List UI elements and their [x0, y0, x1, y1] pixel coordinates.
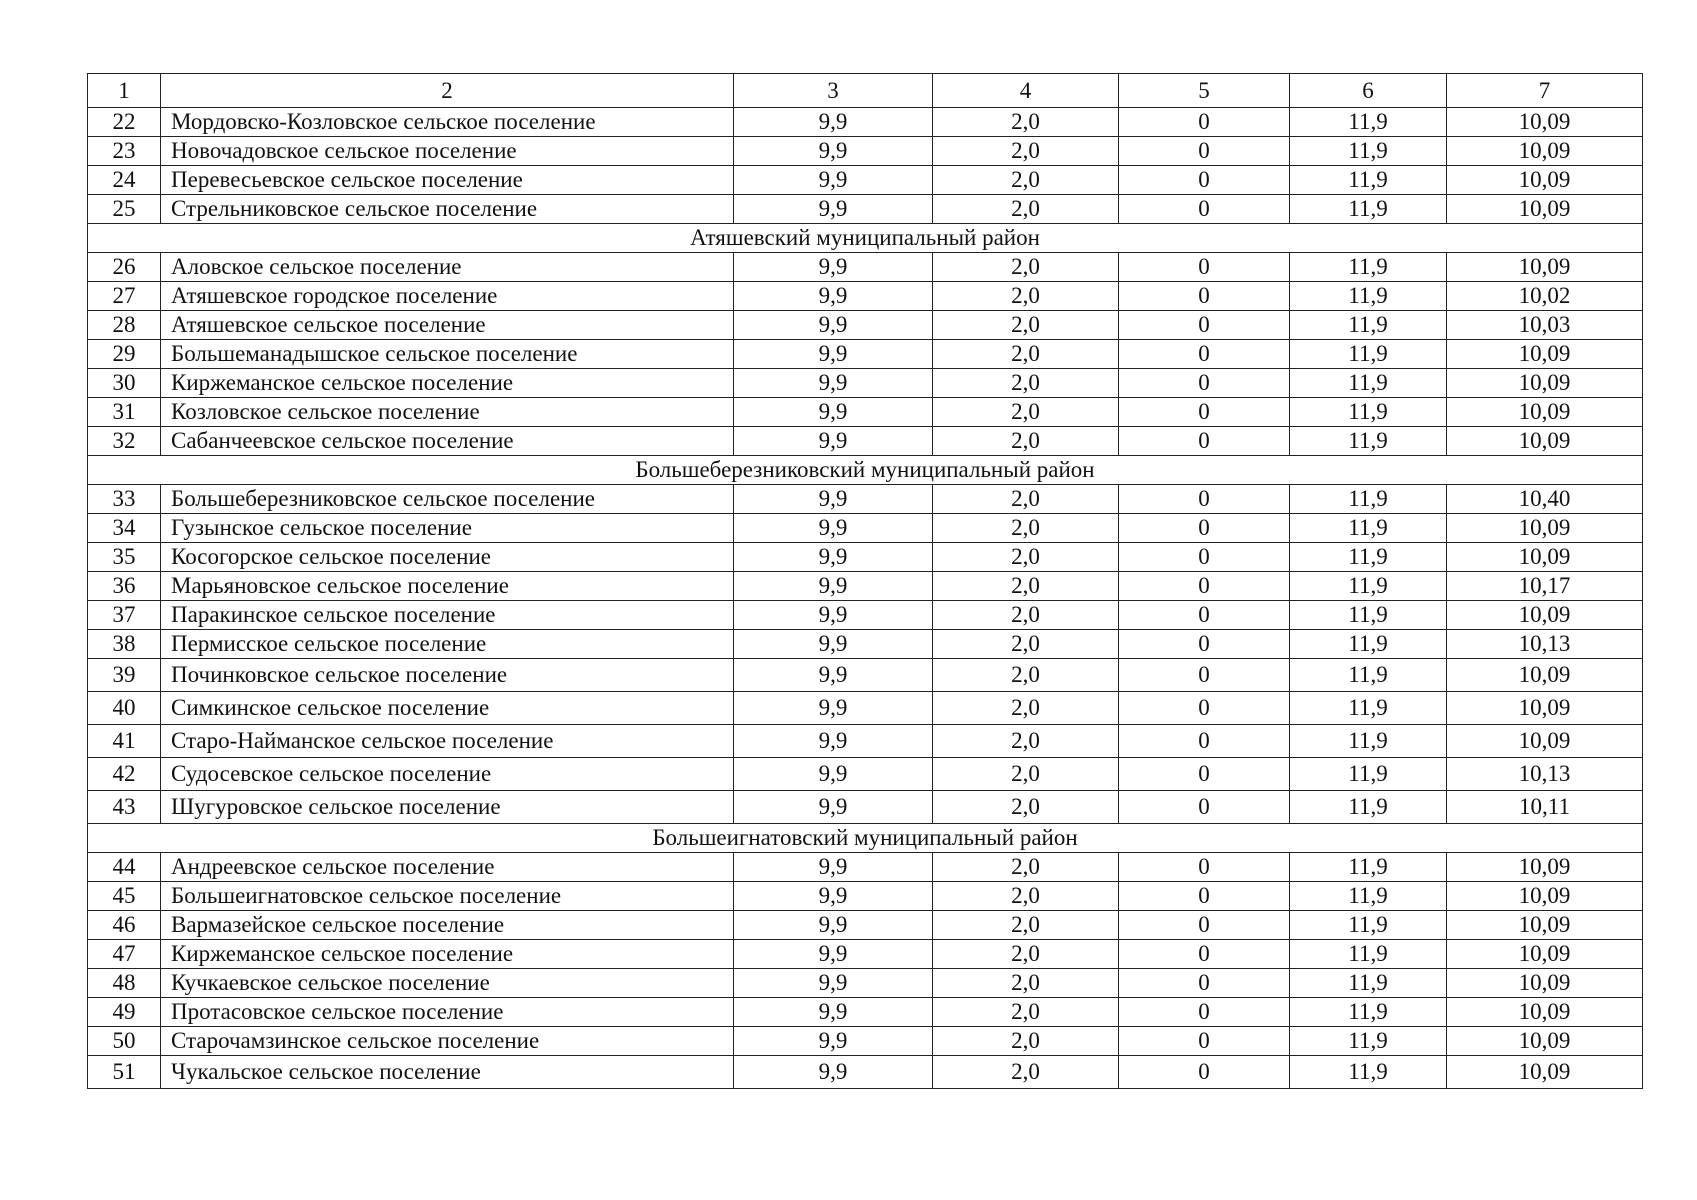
value-col-4: 2,0: [933, 311, 1119, 340]
column-header: 5: [1119, 74, 1290, 108]
value-col-7: 10,09: [1447, 692, 1643, 725]
value-col-7: 10,09: [1447, 969, 1643, 998]
row-number: 22: [88, 108, 161, 137]
value-col-4: 2,0: [933, 369, 1119, 398]
table-row: [88, 882, 1643, 911]
value-col-7: 10,09: [1447, 427, 1643, 456]
value-col-4: 2,0: [933, 427, 1119, 456]
value-col-6: 11,9: [1290, 940, 1447, 969]
value-col-4: 2,0: [933, 1056, 1119, 1089]
value-col-5: 0: [1119, 485, 1290, 514]
district-title: Атяшевский муниципальный район: [88, 224, 1643, 253]
settlement-name: Старочамзинское сельское поселение: [161, 1027, 734, 1056]
value-col-3: 9,9: [734, 853, 933, 882]
table-row: [88, 998, 1643, 1027]
row-number: 29: [88, 340, 161, 369]
value-col-6: 11,9: [1290, 166, 1447, 195]
row-number: 30: [88, 369, 161, 398]
value-col-4: 2,0: [933, 758, 1119, 791]
value-col-5: 0: [1119, 725, 1290, 758]
value-col-6: 11,9: [1290, 882, 1447, 911]
value-col-3: 9,9: [734, 166, 933, 195]
table-row: [88, 543, 1643, 572]
table-row: [88, 369, 1643, 398]
value-col-7: 10,09: [1447, 911, 1643, 940]
value-col-3: 9,9: [734, 1027, 933, 1056]
value-col-3: 9,9: [734, 398, 933, 427]
settlement-name: Козловское сельское поселение: [161, 398, 734, 427]
column-header: 3: [734, 74, 933, 108]
value-col-3: 9,9: [734, 108, 933, 137]
value-col-7: 10,09: [1447, 998, 1643, 1027]
value-col-6: 11,9: [1290, 543, 1447, 572]
value-col-6: 11,9: [1290, 998, 1447, 1027]
value-col-6: 11,9: [1290, 137, 1447, 166]
settlement-name: Киржеманское сельское поселение: [161, 940, 734, 969]
settlement-name: Аловское сельское поселение: [161, 253, 734, 282]
value-col-4: 2,0: [933, 108, 1119, 137]
value-col-7: 10,13: [1447, 630, 1643, 659]
district-section-row: [88, 224, 1643, 253]
value-col-3: 9,9: [734, 572, 933, 601]
settlement-name: Киржеманское сельское поселение: [161, 369, 734, 398]
district-section-row: [88, 456, 1643, 485]
table-row: [88, 514, 1643, 543]
value-col-6: 11,9: [1290, 427, 1447, 456]
value-col-6: 11,9: [1290, 659, 1447, 692]
district-section-row: [88, 824, 1643, 853]
value-col-6: 11,9: [1290, 1056, 1447, 1089]
table-row: [88, 853, 1643, 882]
settlement-name: Большеигнатовское сельское поселение: [161, 882, 734, 911]
value-col-4: 2,0: [933, 940, 1119, 969]
value-col-4: 2,0: [933, 1027, 1119, 1056]
value-col-5: 0: [1119, 427, 1290, 456]
value-col-6: 11,9: [1290, 108, 1447, 137]
value-col-6: 11,9: [1290, 1027, 1447, 1056]
value-col-7: 10,09: [1447, 1056, 1643, 1089]
value-col-4: 2,0: [933, 998, 1119, 1027]
settlement-name: Марьяновское сельское поселение: [161, 572, 734, 601]
row-number: 34: [88, 514, 161, 543]
value-col-4: 2,0: [933, 166, 1119, 195]
value-col-6: 11,9: [1290, 369, 1447, 398]
value-col-3: 9,9: [734, 195, 933, 224]
settlement-name: Симкинское сельское поселение: [161, 692, 734, 725]
value-col-4: 2,0: [933, 791, 1119, 824]
value-col-4: 2,0: [933, 514, 1119, 543]
row-number: 38: [88, 630, 161, 659]
value-col-5: 0: [1119, 1056, 1290, 1089]
row-number: 47: [88, 940, 161, 969]
settlement-name: Большеберезниковское сельское поселение: [161, 485, 734, 514]
value-col-5: 0: [1119, 758, 1290, 791]
value-col-3: 9,9: [734, 1056, 933, 1089]
table-row: [88, 166, 1643, 195]
table-row: [88, 725, 1643, 758]
table-row: [88, 969, 1643, 998]
value-col-7: 10,40: [1447, 485, 1643, 514]
value-col-3: 9,9: [734, 282, 933, 311]
row-number: 41: [88, 725, 161, 758]
settlement-name: Починковское сельское поселение: [161, 659, 734, 692]
row-number: 40: [88, 692, 161, 725]
column-header: 1: [88, 74, 161, 108]
value-col-7: 10,02: [1447, 282, 1643, 311]
settlement-name: Перевесьевское сельское поселение: [161, 166, 734, 195]
settlement-name: Вармазейское сельское поселение: [161, 911, 734, 940]
value-col-7: 10,17: [1447, 572, 1643, 601]
value-col-7: 10,09: [1447, 137, 1643, 166]
value-col-4: 2,0: [933, 543, 1119, 572]
settlement-name: Стрельниковское сельское поселение: [161, 195, 734, 224]
table-row: [88, 195, 1643, 224]
value-col-6: 11,9: [1290, 572, 1447, 601]
settlement-name: Судосевское сельское поселение: [161, 758, 734, 791]
value-col-6: 11,9: [1290, 514, 1447, 543]
table-row: [88, 692, 1643, 725]
row-number: 28: [88, 311, 161, 340]
value-col-5: 0: [1119, 572, 1290, 601]
value-col-7: 10,09: [1447, 369, 1643, 398]
district-title: Большеберезниковский муниципальный район: [88, 456, 1643, 485]
value-col-7: 10,09: [1447, 108, 1643, 137]
value-col-7: 10,09: [1447, 166, 1643, 195]
row-number: 44: [88, 853, 161, 882]
table-body: [88, 108, 1643, 1089]
value-col-5: 0: [1119, 969, 1290, 998]
value-col-6: 11,9: [1290, 758, 1447, 791]
settlement-name: Сабанчеевское сельское поселение: [161, 427, 734, 456]
district-title: Большеигнатовский муниципальный район: [88, 824, 1643, 853]
value-col-4: 2,0: [933, 282, 1119, 311]
value-col-7: 10,09: [1447, 853, 1643, 882]
row-number: 36: [88, 572, 161, 601]
value-col-4: 2,0: [933, 725, 1119, 758]
settlement-name: Мордовско-Козловское сельское поселение: [161, 108, 734, 137]
value-col-4: 2,0: [933, 630, 1119, 659]
value-col-5: 0: [1119, 791, 1290, 824]
value-col-4: 2,0: [933, 692, 1119, 725]
value-col-3: 9,9: [734, 692, 933, 725]
value-col-5: 0: [1119, 601, 1290, 630]
value-col-4: 2,0: [933, 195, 1119, 224]
settlement-name: Атяшевское сельское поселение: [161, 311, 734, 340]
value-col-3: 9,9: [734, 998, 933, 1027]
value-col-5: 0: [1119, 282, 1290, 311]
value-col-5: 0: [1119, 137, 1290, 166]
table-row: [88, 659, 1643, 692]
value-col-3: 9,9: [734, 882, 933, 911]
value-col-3: 9,9: [734, 311, 933, 340]
value-col-7: 10,09: [1447, 601, 1643, 630]
value-col-6: 11,9: [1290, 725, 1447, 758]
value-col-3: 9,9: [734, 940, 933, 969]
value-col-6: 11,9: [1290, 311, 1447, 340]
table-row: [88, 485, 1643, 514]
settlement-name: Старо-Найманское сельское поселение: [161, 725, 734, 758]
value-col-3: 9,9: [734, 485, 933, 514]
value-col-3: 9,9: [734, 758, 933, 791]
value-col-5: 0: [1119, 882, 1290, 911]
value-col-3: 9,9: [734, 659, 933, 692]
value-col-3: 9,9: [734, 911, 933, 940]
table-row: [88, 791, 1643, 824]
settlement-name: Протасовское сельское поселение: [161, 998, 734, 1027]
value-col-6: 11,9: [1290, 853, 1447, 882]
table-row: [88, 940, 1643, 969]
value-col-5: 0: [1119, 108, 1290, 137]
settlement-name: Андреевское сельское поселение: [161, 853, 734, 882]
value-col-5: 0: [1119, 1027, 1290, 1056]
value-col-3: 9,9: [734, 791, 933, 824]
value-col-7: 10,09: [1447, 882, 1643, 911]
settlement-name: Паракинское сельское поселение: [161, 601, 734, 630]
settlement-name: Гузынское сельское поселение: [161, 514, 734, 543]
value-col-6: 11,9: [1290, 282, 1447, 311]
row-number: 31: [88, 398, 161, 427]
row-number: 50: [88, 1027, 161, 1056]
value-col-3: 9,9: [734, 630, 933, 659]
value-col-7: 10,09: [1447, 543, 1643, 572]
column-header: 2: [161, 74, 734, 108]
row-number: 37: [88, 601, 161, 630]
value-col-6: 11,9: [1290, 630, 1447, 659]
value-col-7: 10,09: [1447, 659, 1643, 692]
value-col-6: 11,9: [1290, 791, 1447, 824]
value-col-6: 11,9: [1290, 340, 1447, 369]
value-col-6: 11,9: [1290, 195, 1447, 224]
value-col-6: 11,9: [1290, 692, 1447, 725]
row-number: 33: [88, 485, 161, 514]
value-col-7: 10,13: [1447, 758, 1643, 791]
value-col-3: 9,9: [734, 601, 933, 630]
value-col-5: 0: [1119, 692, 1290, 725]
table-row: [88, 340, 1643, 369]
row-number: 43: [88, 791, 161, 824]
value-col-5: 0: [1119, 369, 1290, 398]
value-col-5: 0: [1119, 398, 1290, 427]
value-col-7: 10,09: [1447, 940, 1643, 969]
value-col-3: 9,9: [734, 725, 933, 758]
settlement-name: Пермисское сельское поселение: [161, 630, 734, 659]
row-number: 24: [88, 166, 161, 195]
value-col-5: 0: [1119, 253, 1290, 282]
value-col-5: 0: [1119, 543, 1290, 572]
value-col-3: 9,9: [734, 427, 933, 456]
value-col-6: 11,9: [1290, 969, 1447, 998]
value-col-4: 2,0: [933, 853, 1119, 882]
table-row: [88, 601, 1643, 630]
value-col-7: 10,03: [1447, 311, 1643, 340]
value-col-4: 2,0: [933, 253, 1119, 282]
value-col-6: 11,9: [1290, 911, 1447, 940]
settlement-name: Атяшевское городское поселение: [161, 282, 734, 311]
value-col-5: 0: [1119, 166, 1290, 195]
value-col-5: 0: [1119, 340, 1290, 369]
value-col-3: 9,9: [734, 253, 933, 282]
row-number: 49: [88, 998, 161, 1027]
settlement-name: Чукальское сельское поселение: [161, 1056, 734, 1089]
value-col-7: 10,09: [1447, 340, 1643, 369]
value-col-7: 10,09: [1447, 195, 1643, 224]
settlements-table: [87, 73, 1643, 1089]
value-col-7: 10,09: [1447, 514, 1643, 543]
row-number: 45: [88, 882, 161, 911]
table-row: [88, 1056, 1643, 1089]
row-number: 35: [88, 543, 161, 572]
table-row: [88, 572, 1643, 601]
table-row: [88, 108, 1643, 137]
value-col-5: 0: [1119, 998, 1290, 1027]
value-col-3: 9,9: [734, 340, 933, 369]
table-row: [88, 758, 1643, 791]
value-col-4: 2,0: [933, 969, 1119, 998]
value-col-3: 9,9: [734, 137, 933, 166]
value-col-7: 10,09: [1447, 253, 1643, 282]
value-col-5: 0: [1119, 940, 1290, 969]
value-col-5: 0: [1119, 311, 1290, 340]
value-col-5: 0: [1119, 630, 1290, 659]
value-col-5: 0: [1119, 911, 1290, 940]
value-col-5: 0: [1119, 195, 1290, 224]
column-header: 4: [933, 74, 1119, 108]
value-col-4: 2,0: [933, 601, 1119, 630]
column-number-row: [88, 74, 1643, 108]
settlement-name: Косогорское сельское поселение: [161, 543, 734, 572]
value-col-5: 0: [1119, 659, 1290, 692]
row-number: 39: [88, 659, 161, 692]
value-col-6: 11,9: [1290, 601, 1447, 630]
settlement-name: Шугуровское сельское поселение: [161, 791, 734, 824]
row-number: 25: [88, 195, 161, 224]
table-row: [88, 630, 1643, 659]
value-col-6: 11,9: [1290, 253, 1447, 282]
value-col-4: 2,0: [933, 882, 1119, 911]
value-col-7: 10,09: [1447, 1027, 1643, 1056]
value-col-4: 2,0: [933, 137, 1119, 166]
row-number: 42: [88, 758, 161, 791]
table-row: [88, 137, 1643, 166]
table-row: [88, 398, 1643, 427]
table-row: [88, 427, 1643, 456]
value-col-3: 9,9: [734, 543, 933, 572]
document-sheet: [87, 73, 1642, 1089]
row-number: 27: [88, 282, 161, 311]
value-col-4: 2,0: [933, 572, 1119, 601]
value-col-6: 11,9: [1290, 398, 1447, 427]
settlement-name: Кучкаевское сельское поселение: [161, 969, 734, 998]
value-col-3: 9,9: [734, 514, 933, 543]
value-col-3: 9,9: [734, 369, 933, 398]
table-row: [88, 311, 1643, 340]
value-col-7: 10,09: [1447, 398, 1643, 427]
row-number: 26: [88, 253, 161, 282]
value-col-7: 10,11: [1447, 791, 1643, 824]
column-header: 7: [1447, 74, 1643, 108]
row-number: 46: [88, 911, 161, 940]
value-col-5: 0: [1119, 853, 1290, 882]
table-row: [88, 911, 1643, 940]
row-number: 32: [88, 427, 161, 456]
value-col-4: 2,0: [933, 911, 1119, 940]
value-col-7: 10,09: [1447, 725, 1643, 758]
settlement-name: Большеманадышское сельское поселение: [161, 340, 734, 369]
value-col-3: 9,9: [734, 969, 933, 998]
column-header: 6: [1290, 74, 1447, 108]
value-col-6: 11,9: [1290, 485, 1447, 514]
value-col-4: 2,0: [933, 485, 1119, 514]
settlement-name: Новочадовское сельское поселение: [161, 137, 734, 166]
table-row: [88, 253, 1643, 282]
value-col-4: 2,0: [933, 659, 1119, 692]
table-row: [88, 282, 1643, 311]
value-col-4: 2,0: [933, 398, 1119, 427]
row-number: 23: [88, 137, 161, 166]
value-col-5: 0: [1119, 514, 1290, 543]
row-number: 48: [88, 969, 161, 998]
value-col-4: 2,0: [933, 340, 1119, 369]
table-row: [88, 1027, 1643, 1056]
row-number: 51: [88, 1056, 161, 1089]
